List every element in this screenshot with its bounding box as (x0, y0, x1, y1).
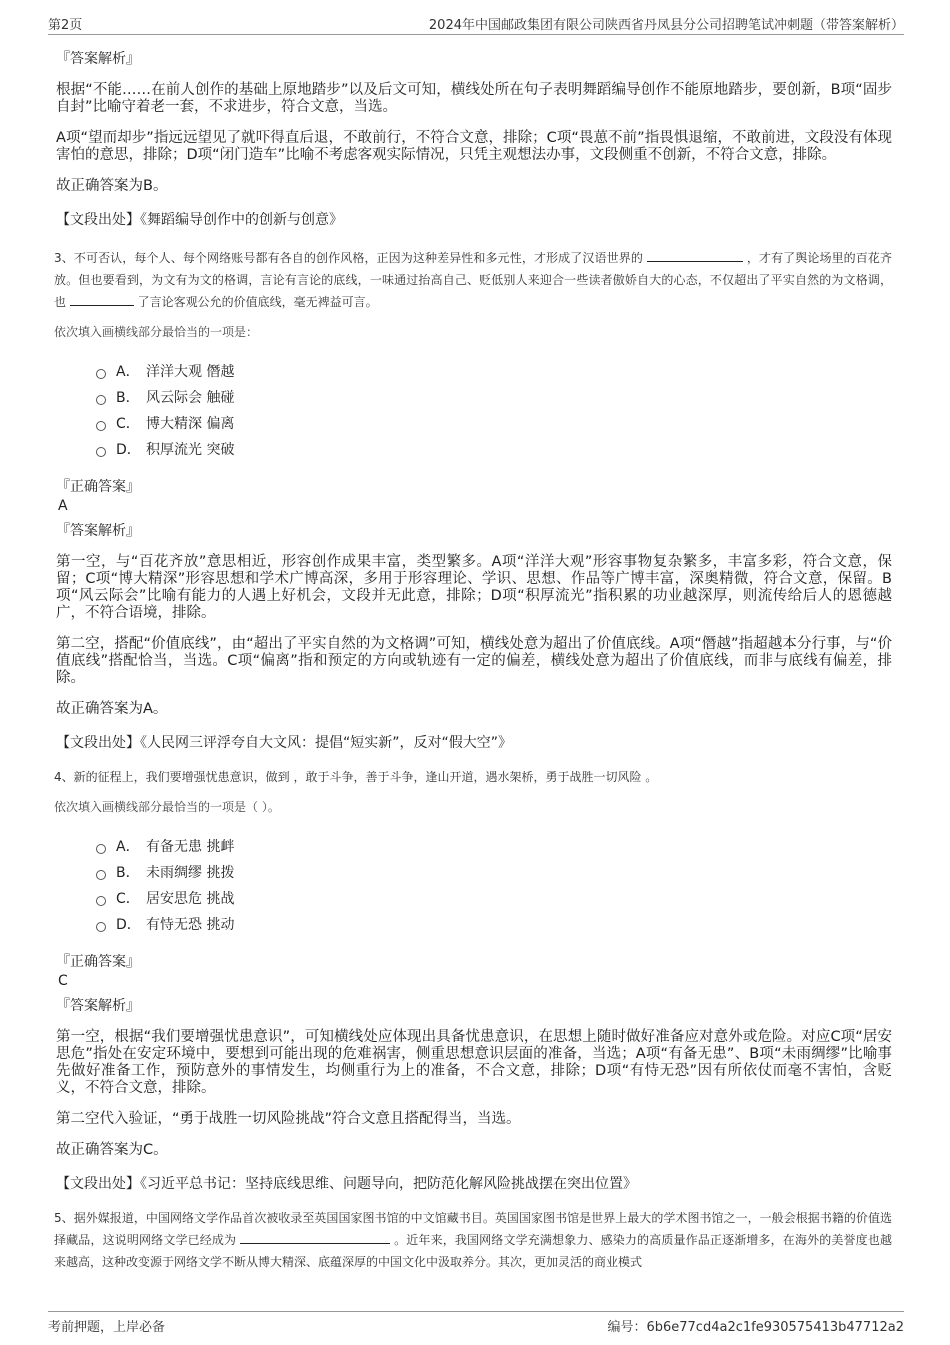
question-stem: 4、新的征程上，我们要增强忧患意识，做到 ，敢于斗争，善于斗争，逢山开道，遇水架桥，勇于战胜一切风险 。 (54, 770, 658, 784)
option-b[interactable]: B． 未雨绸缪 挑拨 (96, 859, 892, 885)
answer-analysis-label: 『答案解析』 (56, 523, 140, 539)
options-list (96, 833, 892, 937)
correct-answer-label: 『正确答案』 (56, 479, 140, 495)
option-c[interactable]: C． 博大精深 偏离 (96, 410, 892, 436)
page-number: 第2页 (48, 18, 83, 33)
radio-icon[interactable] (96, 421, 106, 431)
correct-answer: C (58, 973, 68, 989)
option-a[interactable]: A． 有备无患 挑衅 (96, 833, 892, 859)
page-header (48, 12, 904, 35)
correct-answer-label: 『正确答案』 (56, 954, 140, 970)
question-stem: 3、不可否认，每个人、每个网络账号都有各自的创作风格，正因为这种差异性和多元性，才形成了汉语世界的 ，才有了舆论场里的百花齐放。但也要看到，为文有为文的格调，言论有言论的底线，一味通过抬高自己、贬低别人来迎合一些读者傲娇自大的心态，不仅超出了平实自然的为文格调，也 了言论客观公允的价值底线，毫无裨益可言。 (54, 247, 892, 313)
answer-analysis-label: 『答案解析』 (56, 998, 140, 1014)
radio-icon[interactable] (96, 922, 106, 932)
analysis-paragraph: 第二空，搭配“价值底线”，由“超出了平实自然的为文格调”可知，横线处意为超出了价值底线。A项“僭越”指超越本分行事，与“价值底线”搭配恰当，当选。C项“偏离”指和预定的方向或轨迹有一定的偏差，横线处意为超出了价值底线，而非与底线有偏差，排除。 (56, 636, 892, 686)
answer-analysis-label: 『答案解析』 (56, 51, 140, 67)
analysis-paragraph: 第二空代入验证，“勇于战胜一切风险挑战”符合文意且搭配得当，当选。 (56, 1111, 521, 1127)
options-list (96, 358, 892, 462)
option-a[interactable]: A． 洋洋大观 僭越 (96, 358, 892, 384)
blank-line (240, 1230, 390, 1244)
source-citation: 【文段出处】《习近平总书记：坚持底线思维、问题导向，把防范化解风险挑战摆在突出位置》 (56, 1176, 637, 1192)
radio-icon[interactable] (96, 844, 106, 854)
question-prompt: 依次填入画横线部分最恰当的一项是： (54, 325, 259, 339)
source-citation: 【文段出处】《人民网三评浮夸自大文风：提倡“短实新”，反对“假大空”》 (56, 735, 513, 751)
radio-icon[interactable] (96, 870, 106, 880)
question-stem: 5、据外媒报道，中国网络文学作品首次被收录至英国国家图书馆的中文馆藏书目。英国国家图书馆是世界上最大的学术图书馆之一，一般会根据书籍的价值选择藏品，这说明网络文学已经成为 。近年来，我国网络文学充满想象力、感染力的高质量作品正逐渐增多，在海外的美誉度也越来越高，这种改变源于网络文学不断从博大精深、底蕴深厚的中国文化中汲取养分。其次，更加灵活的商业模式 (54, 1211, 892, 1269)
document-title: 2024年中国邮政集团有限公司陕西省丹凤县分公司招聘笔试冲刺题（带答案解析） (428, 18, 904, 33)
document-serial: 编号：6b6e77cd4a2c1fe930575413b47712a2 (607, 1320, 904, 1335)
option-b[interactable]: B． 风云际会 触碰 (96, 384, 892, 410)
option-d[interactable]: D． 有恃无恐 挑动 (96, 911, 892, 937)
radio-icon[interactable] (96, 395, 106, 405)
analysis-paragraph: 第一空，根据“我们要增强忧患意识”，可知横线处应体现出具备忧患意识，在思想上随时做好准备应对意外或危险。对应C项“居安思危”指处在安定环境中，要想到可能出现的危难祸害，侧重思想意识层面的准备，当选；A项“有备无患”、B项“未雨绸缪”比喻事先做好准备工作，预防意外的事情发生，均侧重行为上的准备，不合文意，排除；D项“有恃无恐”因有所依仗而毫不害怕，含贬义，不符合文意，排除。 (56, 1029, 892, 1096)
page-content (56, 42, 892, 1283)
option-d[interactable]: D． 积厚流光 突破 (96, 436, 892, 462)
analysis-paragraph: A项“望而却步”指远远望见了就吓得直后退，不敢前行，不符合文意，排除；C项“畏葸不前”指畏惧退缩，不敢前进，文段没有体现害怕的意思，排除；D项“闭门造车”比喻不考虑客观实际情况，只凭主观想法办事，文段侧重不创新，不符合文意，排除。 (56, 130, 892, 163)
footer-slogan: 考前押题，上岸必备 (48, 1320, 166, 1335)
correct-answer: A (58, 498, 68, 514)
analysis-paragraph: 根据“不能……在前人创作的基础上原地踏步”以及后文可知，横线处所在句子表明舞蹈编导创作不能原地踏步，要创新，B项“固步自封”比喻守着老一套，不求进步，符合文意，当选。 (56, 82, 892, 115)
page-footer (48, 1311, 904, 1336)
conclusion: 故正确答案为B。 (56, 178, 168, 194)
conclusion: 故正确答案为A。 (56, 701, 168, 717)
radio-icon[interactable] (96, 369, 106, 379)
source-citation: 【文段出处】《舞蹈编导创作中的创新与创意》 (56, 212, 343, 228)
question-prompt: 依次填入画横线部分最恰当的一项是（ ）。 (54, 800, 280, 814)
option-c[interactable]: C． 居安思危 挑战 (96, 885, 892, 911)
radio-icon[interactable] (96, 447, 106, 457)
blank-line (647, 248, 743, 262)
conclusion: 故正确答案为C。 (56, 1142, 168, 1158)
analysis-paragraph: 第一空，与“百花齐放”意思相近，形容创作成果丰富，类型繁多。A项“洋洋大观”形容事物复杂繁多，丰富多彩，符合文意，保留；C项“博大精深”形容思想和学术广博高深，多用于形容理论、学识、思想、作品等广博丰富，深奥精微，符合文意，保留。B项“风云际会”比喻有能力的人遇上好机会，文段并无此意，排除；D项“积厚流光”指积累的功业越深厚，则流传给后人的恩德越广，不符合语境，排除。 (56, 554, 892, 621)
radio-icon[interactable] (96, 896, 106, 906)
blank-line (70, 292, 134, 306)
